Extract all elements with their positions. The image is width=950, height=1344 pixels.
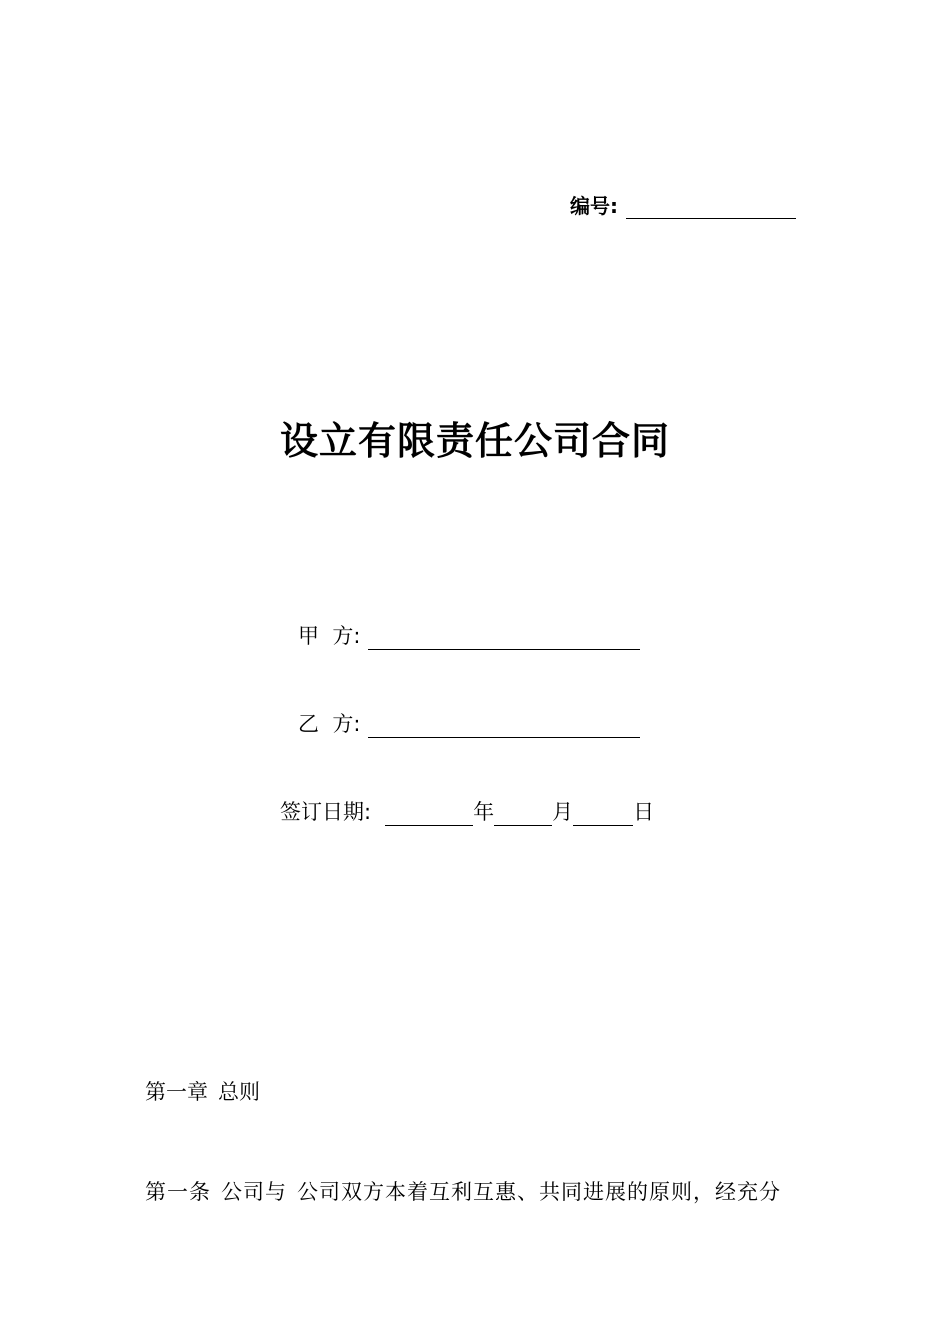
- serial-number-blank: [626, 194, 796, 219]
- party-b-label: 乙 方:: [298, 712, 361, 736]
- year-blank: [385, 801, 473, 826]
- signing-date-row: [280, 796, 654, 826]
- month-blank: [494, 801, 552, 826]
- chapter-name: 总则: [218, 1080, 260, 1104]
- serial-number-row: [570, 190, 796, 219]
- chapter-heading: [145, 1076, 260, 1106]
- article-paragraph: [145, 1176, 781, 1206]
- party-a-blank: [368, 625, 640, 650]
- party-b-blank: [368, 713, 640, 738]
- article-number: 第一条: [145, 1180, 211, 1204]
- month-label: 月: [552, 800, 574, 824]
- year-label: 年: [473, 800, 495, 824]
- party-a-label: 甲 方:: [298, 624, 361, 648]
- party-b-row: [298, 708, 640, 738]
- article-text-part1: 公司与: [221, 1180, 287, 1204]
- serial-number-label: 编号:: [570, 194, 618, 218]
- day-label: 日: [633, 800, 655, 824]
- day-blank: [573, 801, 633, 826]
- signing-date-label: 签订日期:: [280, 800, 372, 824]
- party-a-row: [298, 620, 640, 650]
- chapter-number: 第一章: [145, 1080, 208, 1104]
- article-text-part2: 公司双方本着互利互惠、共同进展的原则，经充分: [297, 1180, 781, 1204]
- document-title: 设立有限责任公司合同: [279, 419, 670, 463]
